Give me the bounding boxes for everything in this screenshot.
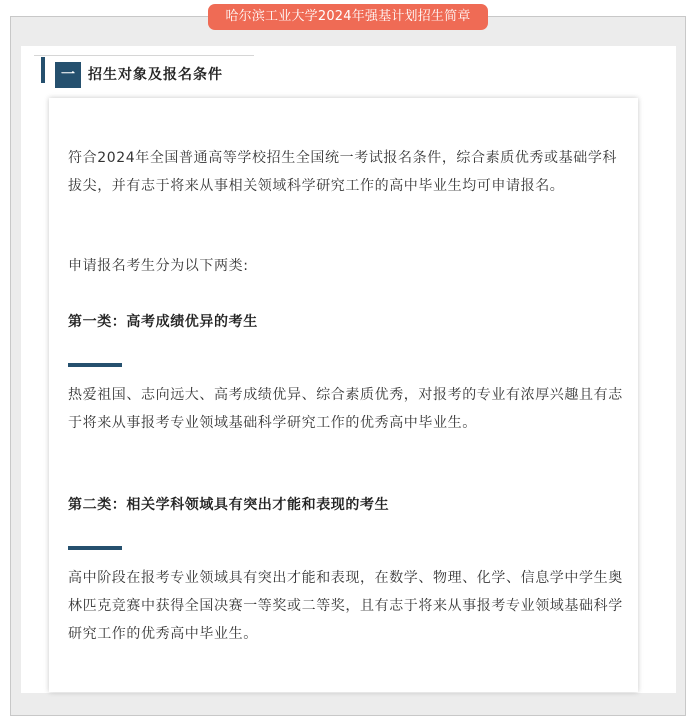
decorative-bar xyxy=(41,57,45,83)
page-title-badge: 哈尔滨工业大学2024年强基计划招生简章 xyxy=(208,4,488,30)
category-1-divider xyxy=(68,363,122,367)
category-2-heading: 第二类：相关学科领域具有突出才能和表现的考生 xyxy=(68,497,390,513)
category-2-divider xyxy=(68,546,122,550)
section-number: 一 xyxy=(55,62,81,88)
section-title: 招生对象及报名条件 xyxy=(88,67,223,83)
category-1-heading: 第一类：高考成绩优异的考生 xyxy=(68,314,258,330)
decorative-line xyxy=(34,55,254,56)
category-1-paragraph: 热爱祖国、志向远大、高考成绩优异、综合素质优秀，对报考的专业有浓厚兴趣且有志于将来从事报考专业领域基础科学研究工作的优秀高中毕业生。 xyxy=(68,387,623,431)
categories-intro: 申请报名考生分为以下两类: xyxy=(68,258,249,274)
category-2-paragraph: 高中阶段在报考专业领域具有突出才能和表现，在数学、物理、化学、信息学中学生奥林匹克竞赛中获得全国决赛一等奖或二等奖，且有志于将来从事报考专业领域基础科学研究工作的优秀高中毕业生。 xyxy=(68,570,623,642)
intro-paragraph: 符合2024年全国普通高等学校招生全国统一考试报名条件，综合素质优秀或基础学科拔尖，并有志于将来从事相关领域科学研究工作的高中毕业生均可申请报名。 xyxy=(68,150,618,194)
